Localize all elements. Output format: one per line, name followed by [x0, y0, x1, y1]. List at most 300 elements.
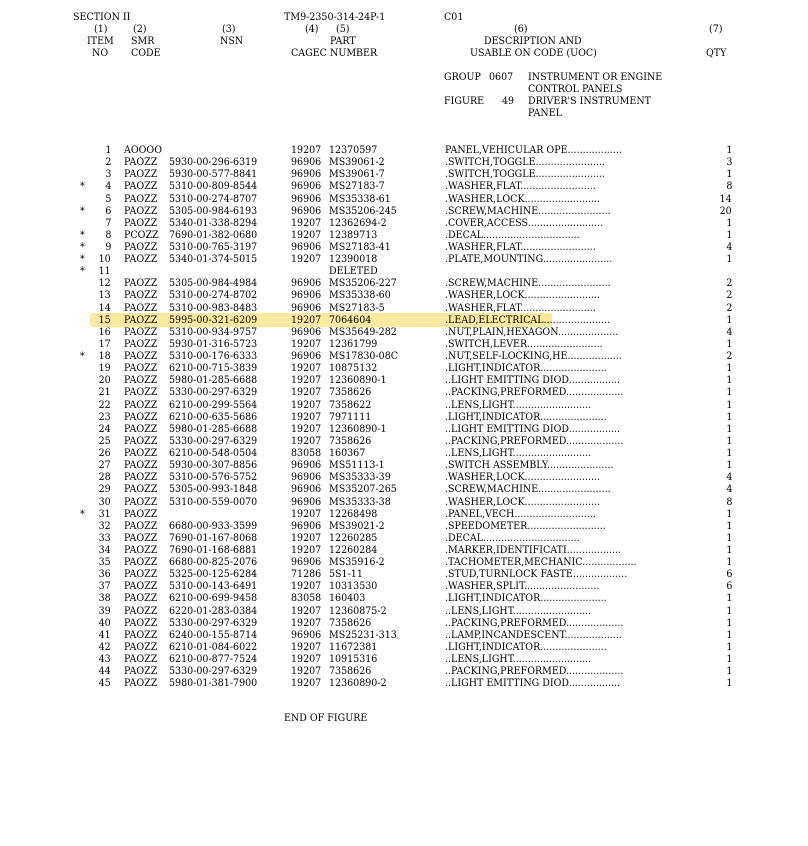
row-cagec: 96906: [291, 520, 322, 532]
row-cagec: 19207: [291, 641, 322, 653]
row-qty: 1: [725, 169, 732, 181]
row-nsn: 5930-00-296-6319: [169, 157, 258, 169]
row-part-number: 7358622: [329, 399, 372, 411]
row-item-no: 16: [98, 326, 111, 338]
row-nsn: 5340-01-338-8294: [169, 217, 258, 229]
row-cagec: 96906: [291, 484, 322, 496]
group-title-line1: INSTRUMENT OR ENGINE: [528, 72, 663, 83]
row-part-number: 7358626: [329, 666, 372, 678]
col4-number: (4): [305, 24, 319, 35]
row-smr-code: PAOZZ: [124, 169, 158, 181]
row-smr-code: PAOZZ: [124, 532, 158, 544]
row-qty: 2: [725, 302, 732, 314]
row-smr-code: PAOZZ: [124, 363, 158, 375]
row-smr-code: PAOZZ: [124, 254, 158, 266]
row-nsn: 7690-01-382-0680: [169, 229, 258, 241]
row-cagec: 19207: [291, 508, 322, 520]
row-part-number: 12260284: [329, 545, 378, 556]
row-nsn: 7690-01-167-8068: [169, 532, 258, 544]
row-cagec: 19207: [291, 423, 322, 435]
row-qty: 1: [725, 411, 732, 423]
row-item-no: 42: [98, 641, 111, 653]
row-qty: 3: [725, 157, 732, 169]
row-smr-code: PAOZZ: [124, 593, 158, 605]
row-item-no: 43: [98, 654, 111, 665]
row-cagec: 19207: [291, 363, 322, 375]
row-qty: 1: [725, 532, 732, 544]
row-smr-code: PAOZZ: [124, 581, 158, 593]
row-part-number: 7971111: [329, 411, 372, 423]
col7-number: (7): [709, 24, 723, 35]
col3-label-nsn: NSN: [220, 36, 244, 47]
row-item-no: 14: [98, 302, 111, 314]
row-description: .NUT,PLAIN,HEXAGON....................: [445, 326, 619, 338]
row-cagec: 19207: [291, 435, 322, 447]
row-smr-code: PAOZZ: [124, 448, 158, 459]
col2-number: (2): [133, 24, 147, 35]
row-cagec: 19207: [291, 217, 322, 229]
row-description: .DECAL................................: [445, 532, 580, 544]
row-smr-code: PAOZZ: [124, 375, 158, 387]
row-qty: 2: [725, 290, 732, 302]
row-cagec: 96906: [291, 193, 322, 205]
row-description: .SCREW,MACHINE........................: [445, 278, 611, 290]
tm-number: TM9-2350-314-24P-1: [284, 12, 386, 23]
row-item-no: 44: [98, 666, 111, 678]
row-cagec: 19207: [291, 145, 322, 156]
row-nsn: 5330-00-297-6329: [169, 666, 258, 678]
row-nsn: 6240-00-155-8714: [169, 629, 258, 641]
row-smr-code: PAOZZ: [124, 205, 158, 217]
row-qty: 1: [725, 460, 732, 472]
col1-number: (1): [94, 24, 108, 35]
col2-label-code: CODE: [131, 48, 161, 59]
row-description: .WASHER,LOCK.........................: [445, 496, 601, 508]
row-qty: 8: [725, 496, 732, 508]
row-nsn: 5310-00-765-3197: [169, 242, 258, 253]
row-cagec: 83058: [291, 448, 322, 459]
row-item-no: 24: [98, 423, 111, 435]
row-nsn: 5305-00-993-1848: [169, 484, 258, 496]
row-smr-code: PAOZZ: [124, 338, 158, 350]
row-part-number: 10313530: [329, 581, 378, 593]
row-smr-code: PAOZZ: [124, 242, 158, 253]
row-description: .LIGHT,INDICATOR......................: [445, 593, 607, 605]
row-item-no: 11: [98, 266, 111, 278]
row-change-mark: *: [80, 254, 85, 266]
row-description: .MARKER,IDENTIFICATI..................: [445, 545, 622, 556]
row-smr-code: PAOZZ: [124, 545, 158, 556]
row-nsn: 6210-00-635-5686: [169, 411, 258, 423]
row-change-mark: *: [80, 508, 85, 520]
col6-label-uoc: USABLE ON CODE (UOC): [470, 48, 597, 59]
row-cagec: 96906: [291, 629, 322, 641]
row-change-mark: *: [80, 351, 85, 362]
row-smr-code: PAOZZ: [124, 326, 158, 338]
row-part-number: MS35649-282: [329, 326, 397, 338]
row-part-number: MS39021-2: [329, 520, 385, 532]
row-qty: 1: [725, 314, 732, 326]
row-item-no: 25: [98, 435, 111, 447]
row-part-number: MS39061-2: [329, 157, 385, 169]
row-part-number: 7358626: [329, 435, 372, 447]
row-change-mark: *: [80, 266, 85, 278]
row-part-number: MS35338-60: [329, 290, 391, 302]
row-item-no: 34: [98, 545, 111, 556]
row-cagec: 96906: [291, 157, 322, 169]
row-item-no: 41: [98, 629, 111, 641]
row-nsn: 5330-00-297-6329: [169, 617, 258, 629]
row-nsn: 6210-00-699-9458: [169, 593, 258, 605]
row-part-number: MS27183-41: [329, 242, 391, 253]
row-description: ..LENS,LIGHT..........................: [445, 399, 592, 411]
row-cagec: 96906: [291, 351, 322, 362]
row-smr-code: PAOZZ: [124, 181, 158, 193]
col3-number: (3): [222, 24, 236, 35]
row-description: .LIGHT,INDICATOR......................: [445, 411, 607, 423]
row-item-no: 28: [98, 472, 111, 484]
row-qty: 8: [725, 181, 732, 193]
row-description: .WASHER,LOCK.........................: [445, 290, 601, 302]
row-nsn: 5310-00-274-8702: [169, 290, 258, 302]
row-part-number: 10875132: [329, 363, 378, 375]
row-description: .WASHER,LOCK.........................: [445, 193, 601, 205]
row-item-no: 30: [98, 496, 111, 508]
row-part-number: 7064604: [329, 314, 372, 326]
row-smr-code: PAOZZ: [124, 496, 158, 508]
col5-number: (5): [336, 24, 350, 35]
row-qty: 1: [725, 375, 732, 387]
row-cagec: 83058: [291, 593, 322, 605]
row-qty: 1: [725, 254, 732, 266]
row-qty: 4: [725, 242, 732, 253]
row-qty: 6: [725, 569, 732, 581]
row-description: .LIGHT,INDICATOR......................: [445, 363, 607, 375]
row-cagec: 19207: [291, 678, 322, 690]
group-number: 0607: [489, 72, 514, 83]
row-nsn: 5330-00-297-6329: [169, 435, 258, 447]
row-nsn: 6210-01-084-6022: [169, 641, 258, 653]
row-smr-code: PAOZZ: [124, 508, 158, 520]
row-description: .WASHER,FLAT.........................: [445, 181, 596, 193]
col5-label-part: PART: [330, 36, 356, 47]
col6-number: (6): [514, 24, 528, 35]
row-item-no: 17: [98, 338, 111, 350]
row-qty: 6: [725, 581, 732, 593]
row-smr-code: PAOZZ: [124, 351, 158, 362]
row-qty: 1: [725, 338, 732, 350]
row-description: PANEL,VEHICULAR OPE..................: [445, 145, 622, 156]
row-part-number: 12361799: [329, 338, 378, 350]
row-description: .LEAD,ELECTRICAL......................: [445, 314, 610, 326]
row-cagec: 96906: [291, 205, 322, 217]
row-item-no: 29: [98, 484, 111, 496]
row-part-number: 7358626: [329, 387, 372, 399]
row-qty: 1: [725, 605, 732, 617]
row-description: .SWITCH ASSEMBLY......................: [445, 460, 614, 472]
row-item-no: 21: [98, 387, 111, 399]
row-description: .DECAL................................: [445, 229, 580, 241]
row-qty: 1: [725, 145, 732, 156]
row-cagec: 19207: [291, 666, 322, 678]
row-nsn: 5310-00-983-8483: [169, 302, 258, 314]
row-part-number: DELETED: [329, 266, 378, 278]
row-smr-code: PAOZZ: [124, 605, 158, 617]
row-qty: 1: [725, 545, 732, 556]
row-smr-code: PAOZZ: [124, 157, 158, 169]
figure-title-line1: DRIVER'S INSTRUMENT: [528, 96, 651, 107]
row-item-no: 36: [98, 569, 111, 581]
row-item-no: 32: [98, 520, 111, 532]
row-cagec: 96906: [291, 290, 322, 302]
col2-label-smr: SMR: [131, 36, 155, 47]
row-description: .WASHER,FLAT.........................: [445, 302, 596, 314]
row-nsn: 5980-01-285-6688: [169, 375, 258, 387]
row-nsn: 5310-00-576-5752: [169, 472, 258, 484]
row-smr-code: PAOZZ: [124, 302, 158, 314]
row-smr-code: PAOZZ: [124, 217, 158, 229]
row-change-mark: *: [80, 229, 85, 241]
row-description: ..PACKING,PREFORMED...................: [445, 435, 624, 447]
row-qty: 4: [725, 484, 732, 496]
row-nsn: 5310-00-274-8707: [169, 193, 258, 205]
row-part-number: MS35207-265: [329, 484, 397, 496]
row-qty: 2: [725, 278, 732, 290]
row-smr-code: PAOZZ: [124, 472, 158, 484]
row-description: .WASHER,LOCK.........................: [445, 472, 601, 484]
row-cagec: 19207: [291, 314, 322, 326]
col7-label-qty: QTY: [706, 48, 727, 59]
row-part-number: MS17830-08C: [329, 351, 399, 362]
row-cagec: 96906: [291, 181, 322, 193]
row-cagec: 19207: [291, 338, 322, 350]
row-smr-code: PAOZZ: [124, 569, 158, 581]
row-smr-code: PAOZZ: [124, 290, 158, 302]
row-smr-code: PAOZZ: [124, 193, 158, 205]
row-description: .PLATE,MOUNTING.......................: [445, 254, 613, 266]
row-description: ..PACKING,PREFORMED...................: [445, 666, 624, 678]
row-nsn: 7690-01-168-6881: [169, 545, 258, 556]
row-description: .LIGHT,INDICATOR......................: [445, 641, 607, 653]
row-cagec: 19207: [291, 375, 322, 387]
row-qty: 4: [725, 326, 732, 338]
row-part-number: MS35206-227: [329, 278, 397, 290]
row-smr-code: PAOZZ: [124, 629, 158, 641]
row-description: .SPEEDOMETER..........................: [445, 520, 606, 532]
row-nsn: 5305-00-984-4984: [169, 278, 258, 290]
row-smr-code: PAOZZ: [124, 423, 158, 435]
row-cagec: 96906: [291, 472, 322, 484]
row-qty: 1: [725, 593, 732, 605]
row-qty: 1: [725, 678, 732, 690]
row-smr-code: PAOZZ: [124, 617, 158, 629]
row-part-number: MS51113-1: [329, 460, 385, 472]
row-item-no: 12: [98, 278, 111, 290]
col1-label-item: ITEM: [87, 36, 114, 47]
row-part-number: 12362694-2: [329, 217, 387, 229]
row-item-no: 45: [98, 678, 111, 690]
row-item-no: 3: [104, 169, 111, 181]
row-nsn: 5930-01-316-5723: [169, 338, 258, 350]
row-nsn: 5310-00-559-0070: [169, 496, 258, 508]
row-nsn: 6680-00-825-2076: [169, 557, 258, 569]
row-qty: 1: [725, 508, 732, 520]
change-code: C01: [444, 12, 464, 23]
row-nsn: 5340-01-374-5015: [169, 254, 258, 266]
row-qty: 1: [725, 666, 732, 678]
row-description: ..LAMP,INCANDESCENT...................: [445, 629, 622, 641]
row-qty: 1: [725, 387, 732, 399]
row-description: .COVER,ACCESS.........................: [445, 217, 604, 229]
row-qty: 1: [725, 229, 732, 241]
row-item-no: 22: [98, 399, 111, 411]
row-qty: 1: [725, 363, 732, 375]
row-part-number: 12360890-1: [329, 423, 387, 435]
row-item-no: 1: [104, 145, 111, 156]
row-nsn: 6680-00-933-3599: [169, 520, 258, 532]
row-smr-code: PCOZZ: [124, 229, 159, 241]
row-qty: 1: [725, 520, 732, 532]
row-item-no: 38: [98, 593, 111, 605]
row-description: .SCREW,MACHINE........................: [445, 484, 611, 496]
row-qty: 1: [725, 557, 732, 569]
row-qty: 1: [725, 617, 732, 629]
row-change-mark: *: [80, 242, 85, 253]
row-part-number: 12389713: [329, 229, 378, 241]
row-qty: 14: [719, 193, 732, 205]
row-nsn: 6210-00-877-7524: [169, 654, 258, 665]
row-cagec: 96906: [291, 278, 322, 290]
row-description: .NUT,SELF-LOCKING,HE..................: [445, 351, 622, 362]
row-smr-code: PAOZZ: [124, 654, 158, 665]
row-part-number: MS35333-38: [329, 496, 391, 508]
row-smr-code: PAOZZ: [124, 520, 158, 532]
row-description: ..PACKING,PREFORMED...................: [445, 617, 624, 629]
row-part-number: 12268498: [329, 508, 378, 520]
row-part-number: MS27183-7: [329, 181, 385, 193]
row-part-number: 7358626: [329, 617, 372, 629]
row-cagec: 96906: [291, 557, 322, 569]
row-item-no: 6: [104, 205, 111, 217]
row-item-no: 5: [104, 193, 111, 205]
row-smr-code: PAOZZ: [124, 557, 158, 569]
row-part-number: MS35916-2: [329, 557, 385, 569]
col4-label-cagec: CAGEC: [291, 48, 327, 59]
row-description: ..LENS,LIGHT..........................: [445, 654, 592, 665]
row-nsn: 5330-00-297-6329: [169, 387, 258, 399]
row-cagec: 19207: [291, 545, 322, 556]
row-nsn: 5310-00-176-6333: [169, 351, 258, 362]
row-item-no: 23: [98, 411, 111, 423]
figure-number: 49: [502, 96, 515, 107]
row-smr-code: PAOZZ: [124, 666, 158, 678]
row-change-mark: *: [80, 205, 85, 217]
row-part-number: MS35333-39: [329, 472, 391, 484]
row-item-no: 20: [98, 375, 111, 387]
section-label: SECTION II: [73, 12, 131, 23]
row-description: .STUD,TURNLOCK FASTE..................: [445, 569, 628, 581]
row-part-number: MS25231-313: [329, 629, 397, 641]
row-smr-code: PAOZZ: [124, 678, 158, 690]
row-item-no: 13: [98, 290, 111, 302]
row-cagec: 96906: [291, 496, 322, 508]
row-cagec: 19207: [291, 654, 322, 665]
row-cagec: 19207: [291, 387, 322, 399]
row-item-no: 40: [98, 617, 111, 629]
row-description: .SWITCH,TOGGLE.......................: [445, 169, 605, 181]
row-part-number: MS27183-5: [329, 302, 385, 314]
row-qty: 1: [725, 629, 732, 641]
row-cagec: 96906: [291, 460, 322, 472]
end-of-figure: END OF FIGURE: [284, 713, 368, 724]
row-part-number: 12390018: [329, 254, 378, 266]
col5-label-number: NUMBER: [330, 48, 378, 59]
row-description: .WASHER,SPLIT.........................: [445, 581, 600, 593]
row-item-no: 33: [98, 532, 111, 544]
row-part-number: 10915316: [329, 654, 378, 665]
row-nsn: 5980-01-285-6688: [169, 423, 258, 435]
col6-label-description: DESCRIPTION AND: [484, 36, 582, 47]
row-description: ..LIGHT EMITTING DIOD.................: [445, 423, 621, 435]
row-cagec: 96906: [291, 242, 322, 253]
row-nsn: 5980-01-381-7900: [169, 678, 258, 690]
row-description: ..LENS,LIGHT..........................: [445, 605, 592, 617]
row-cagec: 19207: [291, 605, 322, 617]
row-nsn: 5305-00-984-6193: [169, 205, 258, 217]
row-smr-code: PAOZZ: [124, 399, 158, 411]
row-nsn: 5310-00-809-8544: [169, 181, 258, 193]
row-smr-code: PAOZZ: [124, 314, 158, 326]
row-part-number: MS39061-7: [329, 169, 385, 181]
row-nsn: 6210-00-715-3839: [169, 363, 258, 375]
row-item-no: 26: [98, 448, 111, 459]
row-description: .TACHOMETER,MECHANIC..................: [445, 557, 637, 569]
row-description: .SWITCH,LEVER.........................: [445, 338, 603, 350]
row-cagec: 19207: [291, 254, 322, 266]
row-part-number: 12260285: [329, 532, 378, 544]
row-cagec: 19207: [291, 399, 322, 411]
row-cagec: 96906: [291, 169, 322, 181]
row-qty: 2: [725, 351, 732, 362]
row-part-number: 160403: [329, 593, 366, 605]
row-item-no: 10: [98, 254, 111, 266]
row-description: ..PACKING,PREFORMED...................: [445, 387, 624, 399]
row-item-no: 9: [104, 242, 111, 253]
row-part-number: 11672381: [329, 641, 378, 653]
row-item-no: 18: [98, 351, 111, 362]
row-qty: 1: [725, 641, 732, 653]
row-smr-code: PAOZZ: [124, 278, 158, 290]
row-item-no: 7: [104, 217, 111, 229]
row-part-number: 12370597: [329, 145, 378, 156]
row-nsn: 5930-00-577-8841: [169, 169, 258, 181]
row-cagec: 19207: [291, 411, 322, 423]
row-part-number: 5S1-11: [329, 569, 363, 581]
row-item-no: 4: [104, 181, 111, 193]
row-item-no: 27: [98, 460, 111, 472]
row-description: .PANEL,VECH...........................: [445, 508, 596, 520]
row-cagec: 19207: [291, 581, 322, 593]
row-smr-code: PAOZZ: [124, 484, 158, 496]
row-nsn: 5310-00-934-9757: [169, 326, 258, 338]
row-item-no: 31: [98, 508, 111, 520]
row-change-mark: *: [80, 181, 85, 193]
row-cagec: 71286: [291, 569, 322, 581]
row-smr-code: PAOZZ: [124, 411, 158, 423]
row-part-number: 12360875-2: [329, 605, 387, 617]
row-smr-code: PAOZZ: [124, 387, 158, 399]
row-nsn: 5325-00-125-6284: [169, 569, 258, 581]
